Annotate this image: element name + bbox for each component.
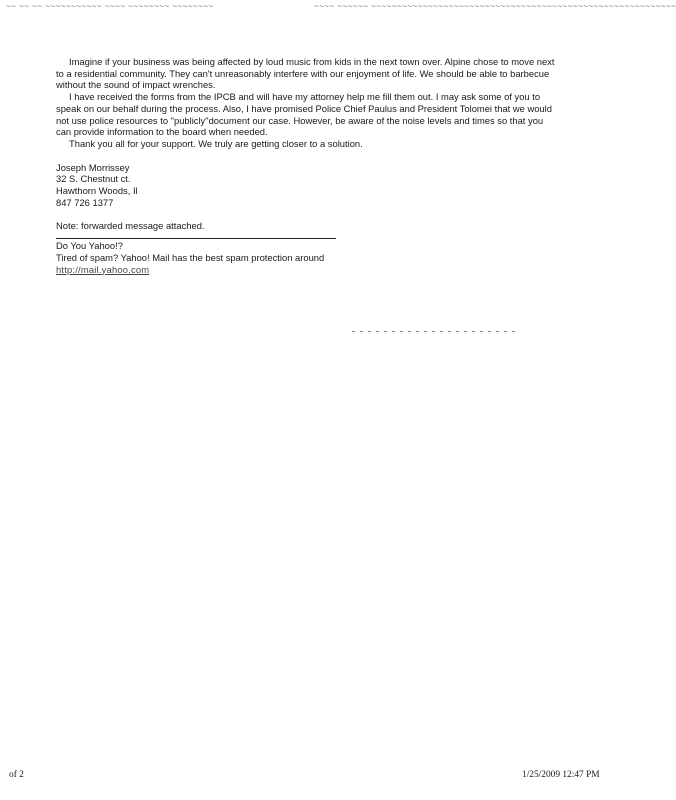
body-paragraph-2: I have received the forms from the IPCB and will have my attorney help me fill them out. I may ask some of you to speak on our behalf during the process. Also, I have promised Police Chief Paulus and President Tolomei that we would not use police resources to "publicly"document our case. However, be aware of the noise levels and times so that you can provide information to the board when needed. xyxy=(56,91,552,138)
signature-phone: 847 726 1377 xyxy=(56,196,114,208)
body-paragraph-1: Imagine if your business was being affected by loud music from kids in the next town over. Alpine chose to move next to a residential community. They can't unreasonably interfere with our enjoyment of life. We should be able to barbecue without the sound of impact wrenches. xyxy=(56,56,555,91)
signature-name: Joseph Morrissey xyxy=(56,161,130,173)
forward-note: Note: forwarded message attached. xyxy=(56,220,205,232)
signature-address: 32 S. Chestnut ct. xyxy=(56,173,131,185)
print-header xyxy=(0,2,676,12)
yahoo-mail-link[interactable]: http://mail.yahoo.com xyxy=(56,263,150,275)
print-header-left: ~~ ~~ ~~ ~~~~~~~~~~~ ~~~~ ~~~~~~~~ ~~~~~~~~ xyxy=(6,2,214,11)
yahoo-ad-line-2: Tired of spam? Yahoo! Mail has the best spam protection around xyxy=(56,251,325,263)
body-paragraph-3: Thank you all for your support. We truly are getting closer to a solution. xyxy=(69,137,363,149)
print-datetime: 1/25/2009 12:47 PM xyxy=(522,770,600,780)
faint-dotted-line xyxy=(352,331,520,333)
print-header-right: ~~~~ ~~~~~~ ~~~~~~~~~~~~~~~~~~~~~~~~~~~~~~~~~~~~~~~~~~~~~~~~~~~~~~~~~~~ xyxy=(314,2,676,11)
yahoo-ad xyxy=(56,240,556,275)
divider-rule xyxy=(56,238,336,239)
signature-block xyxy=(56,162,556,209)
signature-city: Hawthorn Woods, Il xyxy=(56,185,138,197)
email-body xyxy=(56,56,556,275)
yahoo-ad-line-1: Do You Yahoo!? xyxy=(56,240,123,252)
page-number: of 2 xyxy=(9,770,24,780)
